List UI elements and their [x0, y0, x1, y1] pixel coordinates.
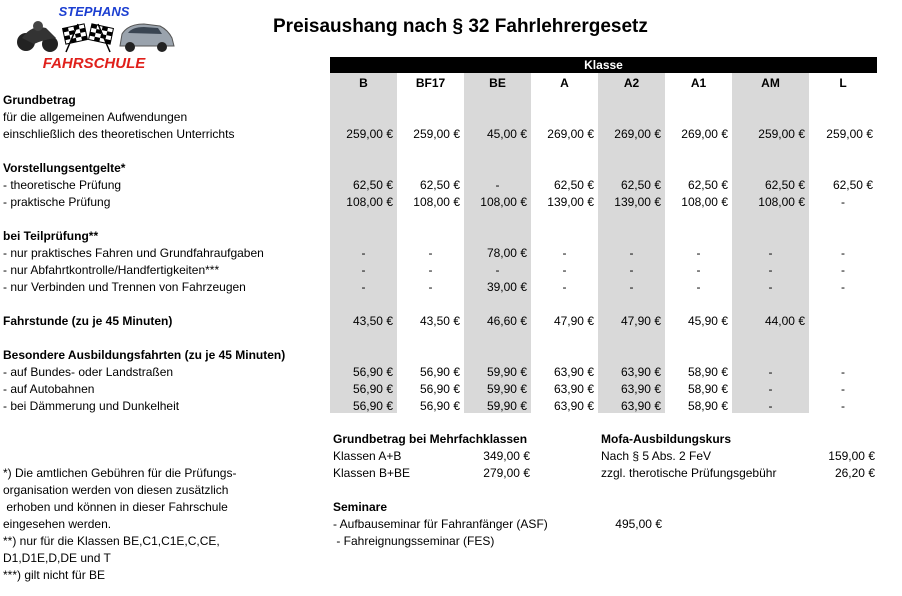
price-cell: -: [841, 263, 845, 277]
klasse-header: Klasse: [330, 57, 877, 73]
price-cell: -: [768, 246, 773, 260]
price-cell: 269,00 €: [547, 127, 594, 141]
price-cell: 259,00 €: [346, 127, 393, 141]
seminar-label: - Fahreignungsseminar (FES): [333, 534, 495, 548]
price-cell: 58,90 €: [687, 382, 728, 396]
price-cell: -: [495, 178, 500, 192]
price-cell: 259,00 €: [826, 127, 873, 141]
mofa-label: Nach § 5 Abs. 2 FeV: [601, 449, 712, 463]
class-header-bf17: BF17: [415, 76, 446, 90]
price-cell: 63,90 €: [553, 399, 594, 413]
price-cell: -: [361, 263, 366, 277]
price-cell: 62,50 €: [352, 178, 393, 192]
row-label: - nur Abfahrtkontrolle/Handfertigkeiten***: [3, 263, 220, 277]
shade-column-a2: [598, 73, 665, 413]
row-label: - auf Autobahnen: [3, 382, 95, 396]
class-header-b: B: [359, 76, 368, 90]
price-cell: -: [768, 382, 773, 396]
price-cell: 56,90 €: [419, 382, 460, 396]
price-cell: 56,90 €: [419, 399, 460, 413]
mehrfach-value: 349,00 €: [483, 449, 530, 463]
mofa-label: zzgl. therotische Prüfungsgebühr: [601, 466, 777, 480]
row-label: Vorstellungsentgelte*: [3, 161, 126, 175]
row-label: - nur Verbinden und Trennen von Fahrzeugen: [3, 280, 246, 294]
price-cell: 139,00 €: [614, 195, 661, 209]
mehrfach-label: Klassen B+BE: [333, 466, 411, 480]
row-label: bei Teilprüfung**: [3, 229, 99, 243]
row-label: - auf Bundes- oder Landstraßen: [3, 365, 174, 379]
price-cell: 78,00 €: [486, 246, 527, 260]
price-cell: 43,50 €: [419, 314, 460, 328]
price-cell: 59,90 €: [486, 382, 527, 396]
mehrfach-label: Klassen A+B: [333, 449, 402, 463]
seminare-title: Seminare: [333, 500, 388, 514]
price-cell: -: [841, 365, 845, 379]
logo-bottom-text: FAHRSCHULE: [42, 55, 146, 72]
price-cell: 63,90 €: [553, 382, 594, 396]
price-cell: -: [768, 280, 773, 294]
price-cell: 45,00 €: [486, 127, 527, 141]
class-header-l: L: [839, 76, 847, 90]
row-label: für die allgemeinen Aufwendungen: [3, 110, 188, 124]
price-cell: -: [841, 399, 845, 413]
price-cell: 58,90 €: [687, 399, 728, 413]
price-cell: 108,00 €: [413, 195, 460, 209]
price-cell: 108,00 €: [681, 195, 728, 209]
price-cell: 62,50 €: [553, 178, 594, 192]
price-cell: 43,50 €: [352, 314, 393, 328]
price-cell: 259,00 €: [758, 127, 805, 141]
shade-column-be: [464, 73, 531, 413]
footnote-line: eingesehen werden.: [3, 517, 112, 531]
price-cell: 62,50 €: [764, 178, 805, 192]
price-cell: -: [428, 280, 433, 294]
price-cell: 63,90 €: [620, 399, 661, 413]
class-header-a2: A2: [623, 76, 640, 90]
car-icon: [120, 24, 174, 52]
footnote-line: D1,D1E,D,DE und T: [3, 551, 111, 565]
footnote-line: *) Die amtlichen Gebühren für die Prüfungs-: [3, 466, 237, 480]
price-cell: 56,90 €: [419, 365, 460, 379]
price-cell: 108,00 €: [758, 195, 805, 209]
price-cell: -: [495, 263, 500, 277]
row-label: - nur praktisches Fahren und Grundfahraufgaben: [3, 246, 264, 260]
price-cell: -: [841, 246, 845, 260]
price-cell: 63,90 €: [620, 382, 661, 396]
price-cell: -: [841, 382, 845, 396]
price-cell: 108,00 €: [480, 195, 527, 209]
price-cell: -: [562, 263, 567, 277]
seminar-label: - Aufbauseminar für Fahranfänger (ASF): [333, 517, 548, 531]
page-title: Preisaushang nach § 32 Fahrlehrergesetz: [273, 16, 648, 37]
price-cell: -: [768, 399, 773, 413]
row-label: Grundbetrag: [3, 93, 76, 107]
price-cell: 63,90 €: [553, 365, 594, 379]
row-label: Besondere Ausbildungsfahrten (zu je 45 Minuten): [3, 348, 286, 362]
price-cell: 45,90 €: [687, 314, 728, 328]
price-cell: 56,90 €: [352, 365, 393, 379]
price-cell: 58,90 €: [687, 365, 728, 379]
row-label: - bei Dämmerung und Dunkelheit: [3, 399, 180, 413]
footnote-line: ***) gilt nicht für BE: [3, 568, 106, 582]
price-cell: 269,00 €: [614, 127, 661, 141]
shade-column-am: [732, 73, 809, 413]
mofa-value: 159,00 €: [828, 449, 875, 463]
price-cell: 56,90 €: [352, 399, 393, 413]
price-cell: -: [428, 263, 433, 277]
row-label: Fahrstunde (zu je 45 Minuten): [3, 314, 173, 328]
price-cell: 62,50 €: [419, 178, 460, 192]
price-cell: -: [841, 280, 845, 294]
shade-column-b: [330, 73, 397, 413]
price-cell: 62,50 €: [832, 178, 873, 192]
class-header-a: A: [560, 76, 569, 90]
price-cell: -: [629, 263, 634, 277]
price-cell: -: [562, 246, 567, 260]
price-cell: -: [562, 280, 567, 294]
price-cell: -: [361, 280, 366, 294]
price-cell: -: [696, 246, 701, 260]
price-cell: 108,00 €: [346, 195, 393, 209]
price-cell: -: [696, 263, 701, 277]
price-cell: -: [768, 263, 773, 277]
price-cell: -: [629, 280, 634, 294]
checkered-flags-icon: [63, 24, 114, 52]
price-cell: 63,90 €: [620, 365, 661, 379]
row-label: einschließlich des theoretischen Unterrichts: [3, 127, 235, 141]
class-header-be: BE: [489, 76, 506, 90]
price-cell: 62,50 €: [687, 178, 728, 192]
price-cell: 44,00 €: [764, 314, 805, 328]
logo-top-text: STEPHANS: [58, 4, 130, 19]
mofa-title: Mofa-Ausbildungskurs: [601, 432, 732, 446]
mehrfach-value: 279,00 €: [483, 466, 530, 480]
price-cell: 259,00 €: [413, 127, 460, 141]
class-header-am: AM: [761, 76, 780, 90]
row-label: - praktische Prüfung: [3, 195, 111, 209]
mofa-value: 26,20 €: [834, 466, 875, 480]
price-cell: 59,90 €: [486, 365, 527, 379]
footnote-line: erhoben und können in dieser Fahrschule: [3, 500, 228, 514]
price-cell: 59,90 €: [486, 399, 527, 413]
price-cell: -: [768, 365, 773, 379]
price-cell: -: [841, 195, 845, 209]
price-cell: 139,00 €: [547, 195, 594, 209]
row-label: - theoretische Prüfung: [3, 178, 122, 192]
motorcycle-icon: [17, 21, 58, 52]
price-cell: -: [629, 246, 634, 260]
price-cell: 39,00 €: [486, 280, 527, 294]
price-cell: 47,90 €: [620, 314, 661, 328]
price-cell: -: [361, 246, 366, 260]
seminar-value: 495,00 €: [615, 517, 662, 531]
price-cell: 269,00 €: [681, 127, 728, 141]
footnote-line: organisation werden von diesen zusätzlich: [3, 483, 229, 497]
school-logo: [12, 4, 177, 72]
price-cell: 46,60 €: [486, 314, 527, 328]
price-cell: 47,90 €: [553, 314, 594, 328]
footnote-line: **) nur für die Klassen BE,C1,C1E,C,CE,: [3, 534, 220, 548]
price-cell: -: [696, 280, 701, 294]
price-cell: -: [428, 246, 433, 260]
price-cell: 62,50 €: [620, 178, 661, 192]
mehrfach-title: Grundbetrag bei Mehrfachklassen: [333, 432, 528, 446]
class-header-a1: A1: [690, 76, 707, 90]
price-cell: 56,90 €: [352, 382, 393, 396]
